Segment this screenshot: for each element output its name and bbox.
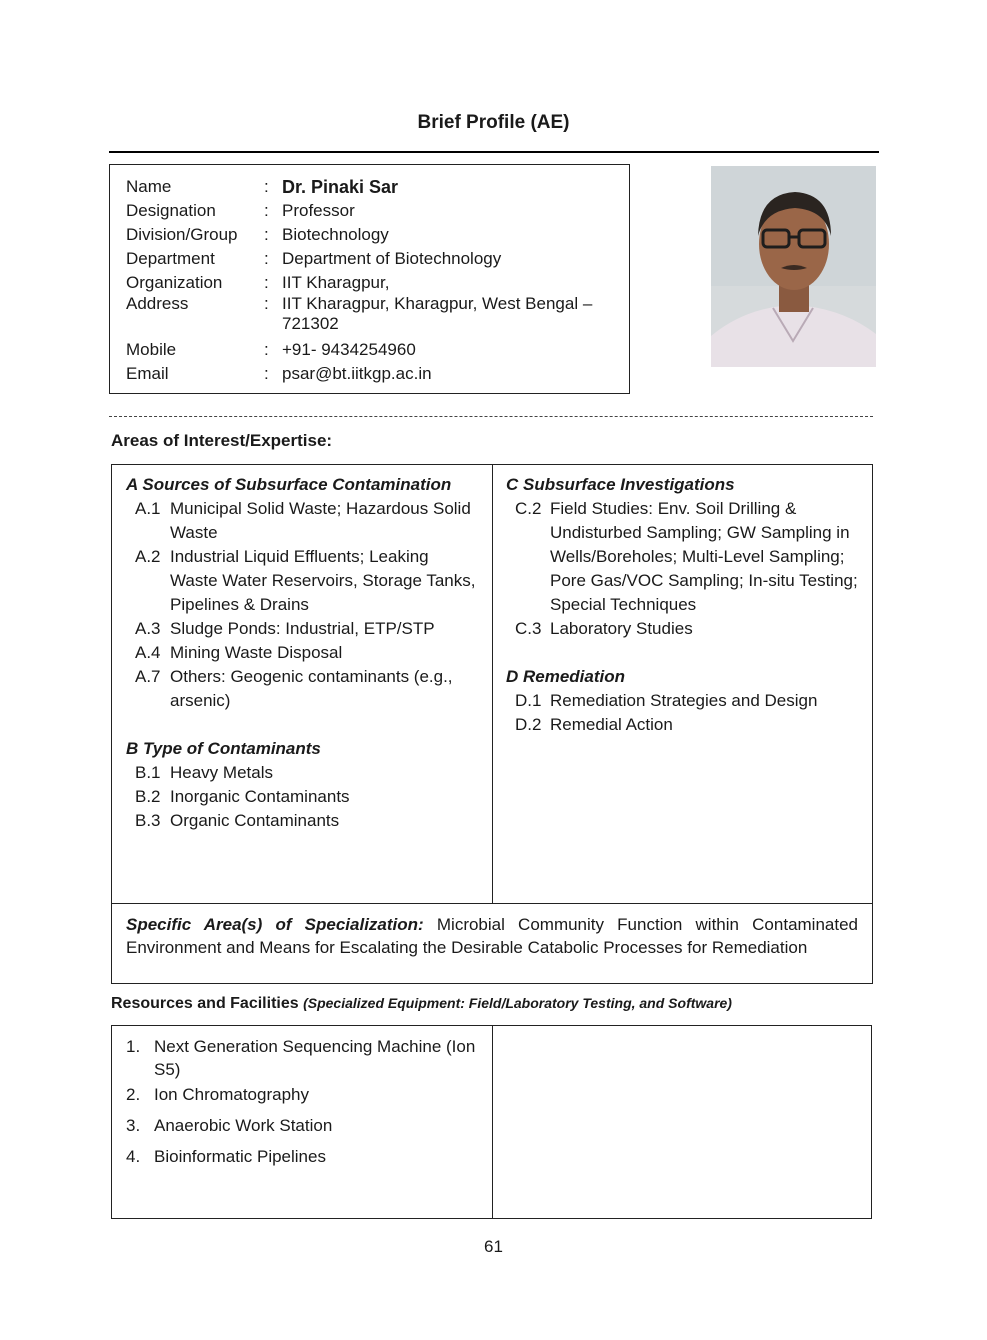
item-text: Organic Contaminants: [170, 811, 340, 830]
department-label: Department: [126, 249, 215, 268]
specialization-label: Specific Area(s) of Specialization:: [126, 915, 424, 934]
item-code: A.7: [135, 667, 161, 686]
resources-heading: [111, 995, 732, 1013]
mobile-label: Mobile: [126, 340, 177, 359]
group-a-title: A Sources of Subsurface Contamination: [126, 475, 452, 494]
item-number: 4.: [126, 1147, 141, 1166]
separator: :: [264, 340, 269, 359]
areas-left-column: [126, 473, 476, 833]
item-code: B.1: [135, 763, 161, 782]
list-item: [126, 761, 476, 785]
list-item: [506, 713, 860, 737]
profile-card: [109, 164, 630, 394]
list-item: [126, 665, 476, 713]
department-value: Department of Biotechnology: [282, 249, 502, 268]
item-text: Mining Waste Disposal: [170, 643, 343, 662]
address-label: Address: [126, 294, 189, 313]
separator: :: [264, 294, 269, 313]
person-name: Dr. Pinaki Sar: [282, 177, 399, 197]
division-label: Division/Group: [126, 225, 238, 244]
list-item: [126, 785, 476, 809]
list-item: [126, 1145, 478, 1168]
item-text: Laboratory Studies: [550, 619, 693, 638]
email-label: Email: [126, 364, 169, 383]
portrait-illustration: [711, 166, 876, 367]
organization-label: Organization: [126, 273, 223, 292]
list-item: [126, 809, 476, 833]
designation-value: Professor: [282, 201, 355, 220]
organization-value: IIT Kharagpur,: [282, 273, 390, 292]
item-text: Ion Chromatography: [154, 1085, 309, 1104]
profile-photo: [711, 166, 876, 367]
division-value: Biotechnology: [282, 225, 389, 244]
item-code: D.2: [515, 715, 542, 734]
item-code: D.1: [515, 691, 542, 710]
column-divider: [492, 465, 493, 903]
item-text: Bioinformatic Pipelines: [154, 1147, 326, 1166]
list-item: [126, 497, 476, 545]
item-code: A.3: [135, 619, 161, 638]
group-d-title: D Remediation: [506, 667, 626, 686]
item-code: C.2: [515, 499, 542, 518]
item-number: 3.: [126, 1116, 141, 1135]
item-code: B.2: [135, 787, 161, 806]
group-b-title: B Type of Contaminants: [126, 739, 321, 758]
list-item: [126, 545, 476, 617]
designation-label: Designation: [126, 201, 216, 220]
separator: :: [264, 225, 269, 244]
list-item: [126, 617, 476, 641]
mobile-value: +91- 9434254960: [282, 340, 416, 359]
item-code: A.4: [135, 643, 161, 662]
list-item: [506, 497, 860, 617]
title-divider: [109, 151, 879, 153]
item-text: Anaerobic Work Station: [154, 1116, 333, 1135]
areas-table: [111, 464, 873, 984]
row-divider: [112, 903, 872, 904]
item-text: Field Studies: Env. Soil Drilling & Undisturbed Sampling; GW Sampling in Wells/Boreholes; Multi-Level Sampling; Pore Gas/VOC Sampling; In-situ Testing; Special Techniques: [550, 499, 858, 614]
separator: :: [264, 177, 269, 196]
separator: :: [264, 364, 269, 383]
address-value: IIT Kharagpur, Kharagpur, West Bengal – 721302: [282, 294, 593, 333]
item-number: 1.: [126, 1037, 141, 1056]
resources-title: Resources and Facilities: [111, 995, 299, 1012]
item-text: Industrial Liquid Effluents; Leaking Waste Water Reservoirs, Storage Tanks, Pipelines & Drains: [170, 547, 476, 614]
separator: :: [264, 249, 269, 268]
item-code: A.1: [135, 499, 161, 518]
page-number: 61: [484, 1237, 503, 1256]
list-item: [126, 641, 476, 665]
item-code: C.3: [515, 619, 542, 638]
item-text: Sludge Ponds: Industrial, ETP/STP: [170, 619, 435, 638]
item-text: Remedial Action: [550, 715, 673, 734]
resources-table: [111, 1025, 872, 1219]
list-item: [506, 617, 860, 641]
resources-subtitle: (Specialized Equipment: Field/Laboratory Testing, and Software): [303, 995, 732, 1011]
specialization-paragraph: [126, 913, 858, 959]
column-divider: [492, 1026, 493, 1218]
separator: :: [264, 201, 269, 220]
item-text: Inorganic Contaminants: [170, 787, 350, 806]
list-item: [126, 1114, 478, 1137]
item-text: Next Generation Sequencing Machine (Ion S5): [154, 1037, 476, 1079]
list-item: [126, 1083, 478, 1106]
areas-heading: Areas of Interest/Expertise:: [111, 431, 333, 450]
areas-right-column: [506, 473, 860, 737]
list-item: [506, 689, 860, 713]
item-text: Municipal Solid Waste; Hazardous Solid Waste: [170, 499, 471, 542]
section-divider: [109, 416, 873, 417]
item-text: Others: Geogenic contaminants (e.g., arsenic): [170, 667, 453, 710]
item-code: A.2: [135, 547, 161, 566]
item-code: B.3: [135, 811, 161, 830]
group-c-title: C Subsurface Investigations: [506, 475, 735, 494]
specialization-text: Microbial Community Function within Contaminated Environment and Means for Escalating the Desirable Catabolic Processes for Remediation: [126, 915, 858, 957]
list-item: [126, 1035, 478, 1081]
item-text: Remediation Strategies and Design: [550, 691, 818, 710]
item-text: Heavy Metals: [170, 763, 273, 782]
page-title: Brief Profile (AE): [417, 112, 570, 133]
name-label: Name: [126, 177, 172, 196]
resources-list: [126, 1035, 478, 1176]
separator: :: [264, 273, 269, 292]
item-number: 2.: [126, 1085, 141, 1104]
email-value: psar@bt.iitkgp.ac.in: [282, 364, 432, 383]
